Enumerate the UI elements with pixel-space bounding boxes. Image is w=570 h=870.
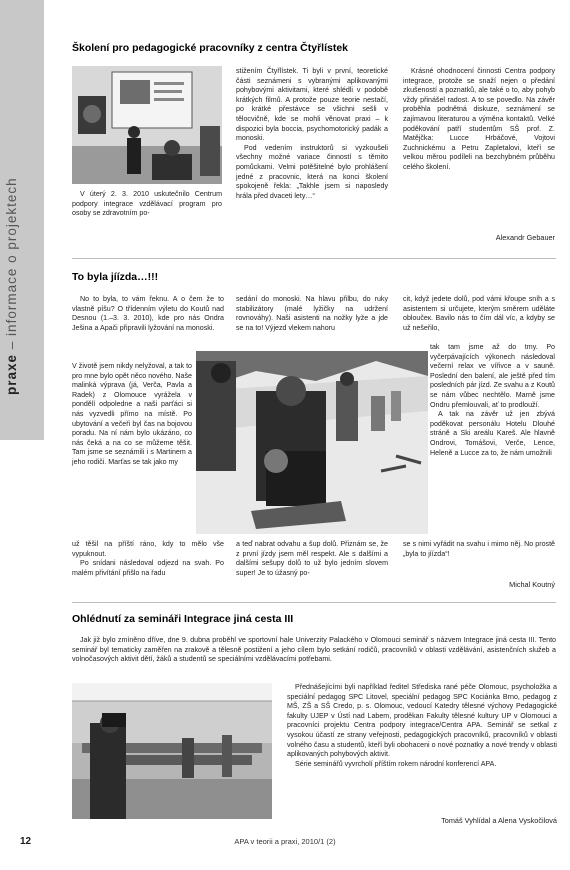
divider	[72, 258, 556, 259]
journal-footer: APA v teorii a praxi, 2010/1 (2)	[234, 837, 336, 846]
article2-col1-top: No to byla, to vám řeknu. A o čem že to vlastně píšu? O třídenním výletu do Koutů nad Desnou (1.–3. 3. 2010), kde pro nás Ondra Ješina a Apači připravili lyžování na monoski.	[72, 295, 224, 332]
article1-col1: V úterý 2. 3. 2010 uskutečnilo Centrum podpory integrace vzdělávací program pro osoby se zdravotním po-	[72, 190, 222, 218]
article1-col3: Krásné ohodnocení činnosti Centra podpory integrace, protože se snaží nejen o předání zkušeností a poznatků, ale také o to, aby pohyb vždy přinášel radost. A to se povedlo. Na závěr proběhla podnětná diskuze, seznámení se zajímavou literaturou a výměna kontaktů. Velké poděkování patří studentům SŠ prof. Z. Matějčka: Lucce Hrbáčové, Vojtovi Zuchnickému a Petru Zapletalovi, kteří se velkou měrou podíleli na bezchybném průběhu celého školení.	[403, 67, 555, 171]
article2-col1-wrap: V životě jsem nikdy nelyžoval, a tak to pro mne bylo opět něco nového. Naše malinká výprava (já, Verča, Pavla a Radek) z Olomouce vyrážela v pondělí odpoledne a naši parťáci si nás vyzvedli přímo na místě. Po ubytování a večeři byl čas na bojovou poradu. Na ní nám bylo ukázáno, co nás čeká a na co se můžeme těšit. Tam jsme se seznámili i s Martinem a jeho rodiči. Marťas se tak jako my	[72, 362, 192, 466]
article3-author: Tomáš Vyhlídal a Alena Vyskočilová	[441, 816, 557, 825]
article1-author: Alexandr Gebauer	[495, 233, 555, 242]
article2-col3-top: cit, když jedete dolů, pod vámi křoupe sníh a s asistentem si určujete, kterým směrem uděláte obloučeк. Bavilo nás to čím dál víc, a kdyby se už nešeřilo,	[403, 295, 555, 332]
section-label: praxe – informace o projektech	[4, 177, 19, 395]
article2-author: Michal Koutný	[509, 580, 555, 589]
article2-title: To byla jíízda…!!!	[72, 271, 159, 283]
divider	[72, 602, 556, 603]
article3-title: Ohlédnutí za semináři Integrace jiná cesta III	[72, 613, 294, 625]
article1-col2: stižením Čtyřlístek. Ti byli v první, teoretické části seznámeni s vybranými aplikovanými pohybovými aktivitami, které shlédli v podobě krátkých filmů. A protože pouze teorie nestačí, po krátké přestávce se všichni sešli v tělocvičně, kde se mohli věnovat praxi – k dispozici byla boccia, psychomotorický padák a monoski. Pod vedením instruktorů si vyzkoušeli všechny možné variace činností s těmito pomůckami. Velmi potěšitelné bylo prohlášení jedné z pracovnic, která na konci školení spokojeně řekla: „Takhle jsem si naposledy hrála před dvaceti lety…“	[236, 67, 388, 200]
article2-col1-bottom: už těšil na příští ráno, kdy to mělo vše vypuknout. Po snídani následoval odjezd na svah. Po malém přivítání přišlo na řadu	[72, 540, 224, 577]
article3-body: Přednášejícími byli například ředitel Střediska rané péče Olomouc, psycholožka a speciální pedagog SPC Litovel, speciální pedagog SPC Kociánka Brno, pedagog z MŠ, ZŠ a SŠ Credo, p. s. Olomouc, vedoucí Katedry tělesné výchovy Pedagogické fakulty UJEP v Ústí nad Labem, proděkan Fakulty tělesné kultury UP v Olomouci a pracovníci projektu Centra podpory integrace/Centra APA. Seminář se setkal z vysokou účastí ze strany veřejnosti, pedagogických pracovníků, pracovníků v oblasti volného času a studentů, kteří byli obohaceni o nové poznatky a nové trendy v oblasti aplikovaných pohybových aktivit. Série seminářů vyvrcholí příštím rokem národní konferencí APA.	[287, 683, 557, 768]
photo-seminar-hall	[72, 683, 272, 819]
article2-col2-bottom: a teď nabrat odvahu a šup dolů. Přiznám se, že z první jízdy jsem měl respekt. Ale s dalšími a dalšími sešupy dolů to už bylo jedním slovem super! Je to úžasný po-	[236, 540, 388, 577]
article2-col3-bottom: se s nimi vyřádit na svahu i mimo něj. No prostě „byla to jíízda“!	[403, 540, 555, 558]
photo-monoski-ride	[196, 351, 428, 534]
article2-col2-top: sedání do monoski. Na hlavu přilbu, do ruky stabilizátory (malé lyžičky na udržení rovnováhy). Naši asistenti na nožky lyže a jde se na to! Výjezd vlekem nahoru	[236, 295, 388, 332]
article3-intro: Jak již bylo zmíněno dříve, dne 9. dubna proběhl ve sportovní hale Univerzity Palackého v Olomouci seminář s názvem Integrace jiná cesta III. Tento seminář byl tematicky zaměřen na zrakově a tělesně postižení a jeho cílem bylo setkání rodičů, pracovníků v oblasti vzdělávání, asistenčních služeb a volnočasových aktivit dětí, žáků a studentů se speciálními vzdělávacími potřebami.	[72, 636, 556, 664]
article1-title: Školení pro pedagogické pracovníky z centra Čtyřlístek	[72, 42, 349, 54]
page-number: 12	[20, 836, 32, 847]
photo-training-presentation	[72, 66, 222, 184]
article2-col3-wrap: tak tam jsme až do tmy. Po vyčerpávajících výkonech následoval večerní relax ve vířivce a v sauně. Poslední den balení, ale ještě před tím posledních pár jízd. Ze svahu a z Koutů se nám vůbec nechtělo. Marně jsme Ondru přemlouvali, ať to prodlouží. A tak na závěr už jen zbývá poděkovat personálu Hotelu Dlouhé stráně a Ski areálu Kareš. Ale hlavně Ondrovi, Tomášovi, Verče, Lence, Heleně a Lucce za to, že nám umožnili	[430, 343, 555, 457]
